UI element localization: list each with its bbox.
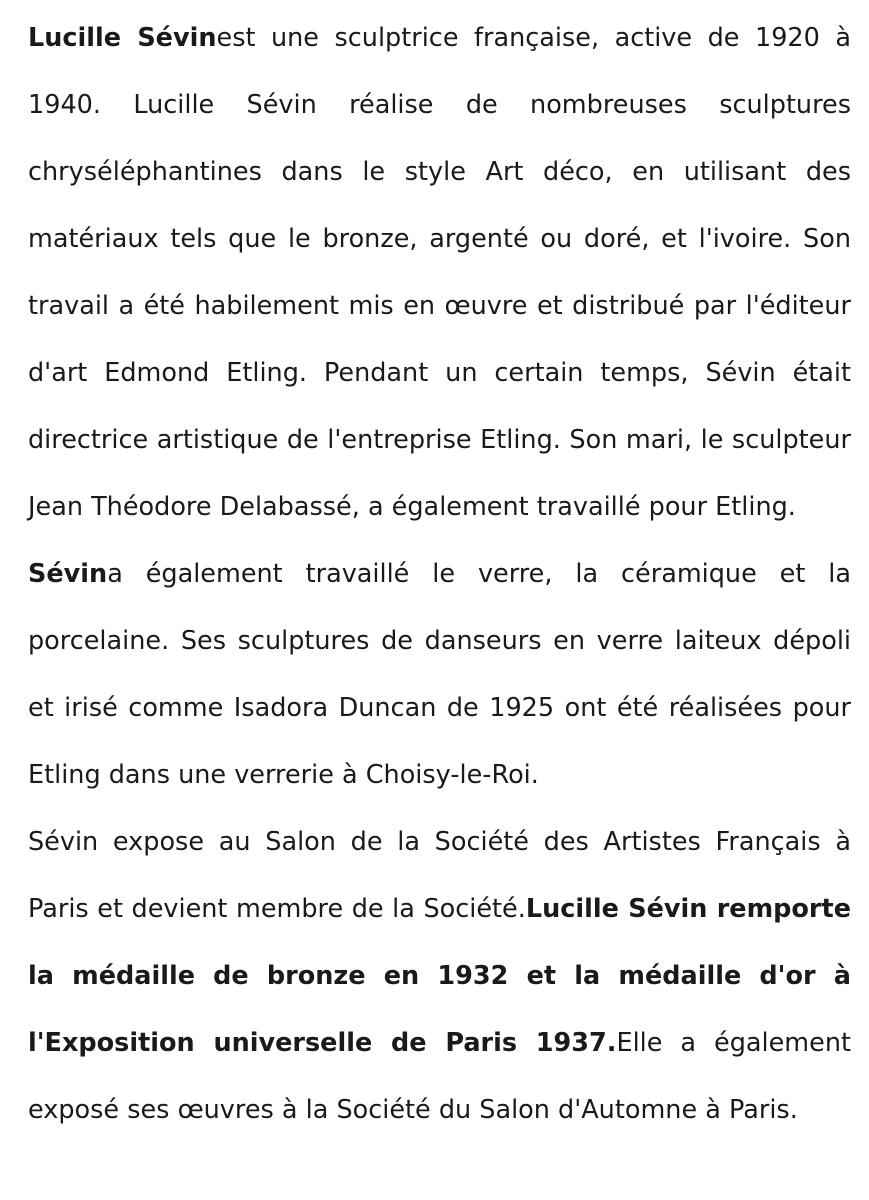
- article-body: [28, 5, 851, 1144]
- paragraph-1: [28, 5, 851, 541]
- paragraph-2-text: a également travaillé le verre, la céramique et la porcelaine. Ses sculptures de danseurs en verre laiteux dépoli et irisé comme Isadora Duncan de 1925 ont été réalisées pour Etling dans une verrerie à Choisy-le-Roi.: [28, 559, 851, 790]
- paragraph-3: [28, 809, 851, 1144]
- paragraph-2: [28, 541, 851, 809]
- award-statement-bold: Lucille Sévin remporte la médaille de bronze en 1932 et la médaille d'or à l'Exposition universelle de Paris 1937.: [28, 894, 851, 1058]
- paragraph-3-text-after: Elle a également exposé ses œuvres à la Société du Salon d'Automne à Paris.: [28, 1028, 851, 1125]
- artist-surname-bold: Sévin: [28, 559, 108, 589]
- artist-name-bold: Lucille Sévin: [28, 23, 217, 53]
- paragraph-3-text-before: Sévin expose au Salon de la Société des Artistes Français à Paris et devient membre de la Société.: [28, 827, 851, 924]
- paragraph-1-text: est une sculptrice française, active de 1920 à 1940. Lucille Sévin réalise de nombreuses sculptures chryséléphantines dans le style Art déco, en utilisant des matériaux tels que le bronze, argenté ou doré, et l'ivoire. Son travail a été habilement mis en œuvre et distribué par l'éditeur d'art Edmond Etling. Pendant un certain temps, Sévin était directrice artistique de l'entreprise Etling. Son mari, le sculpteur Jean Théodore Delabassé, a également travaillé pour Etling.: [28, 23, 852, 522]
